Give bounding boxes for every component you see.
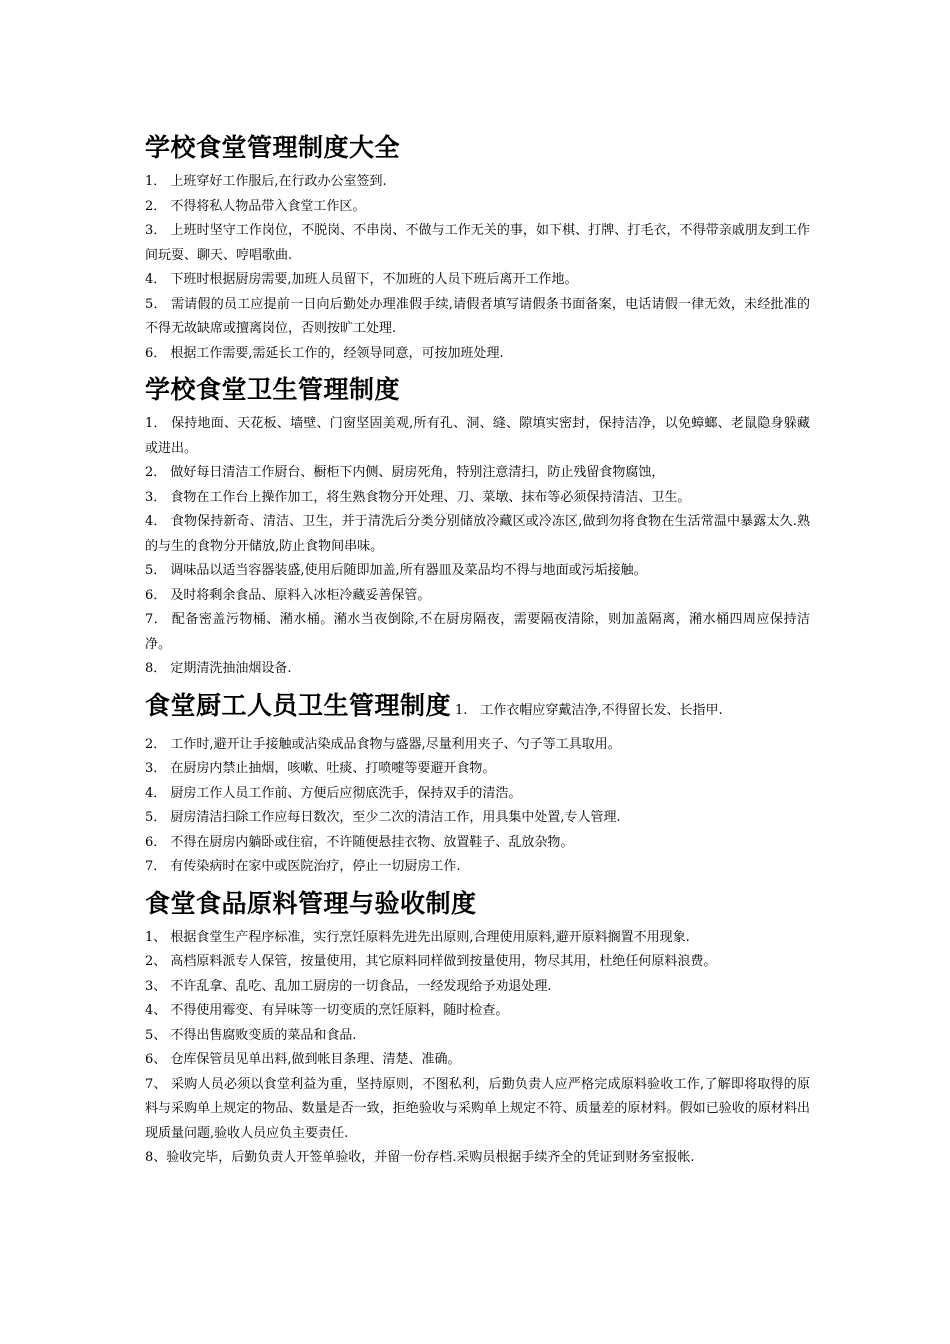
rule-item: 1． 上班穿好工作服后,在行政办公室签到. [145,174,387,189]
rule-item: 2、 高档原料派专人保管，按量使用，其它原料同样做到按量使用，物尽其用，杜绝任何原料浪费。 [145,954,717,969]
section-title: 学校食堂管理制度大全 [145,133,401,162]
rule-item: 5． 厨房清洁扫除工作应每日数次，至少二次的清洁工作，用具集中处置,专人管理. [145,810,621,825]
document-page [145,128,810,1175]
rule-item: 2． 工作时,避开让手接触或沾染成品食物与盛器,尽量利用夹子、勺子等工具取用。 [145,736,621,752]
rule-item-inline: 1. 工作衣帽应穿戴洁净,不得留长发、长指甲. [455,702,723,718]
rule-item: 4、 不得使用霉变、有异味等一切变质的烹饪原料，随时检查。 [145,1003,509,1018]
rule-item: 6． 及时将剩余食品、原料入冰柜冷藏妥善保管。 [145,587,431,603]
rule-item: 1、 根据食堂生产程序标准，实行烹饪原料先进先出原则,合理使用原料,避开原料搁置不用现象. [145,929,690,945]
rule-list [145,170,810,366]
rule-item: 3． 食物在工作台上操作加工，将生熟食物分开处理、刀、菜墩、抹布等必须保持清洁、卫生。 [145,489,691,505]
rule-item: 6． 不得在厨房内躺卧或住宿，不许随便悬挂衣物、放置鞋子、乱放杂物。 [145,834,574,850]
section-title: 学校食堂卫生管理制度 [145,375,401,404]
rule-item: 8． 定期清洗抽油烟设备. [145,661,292,676]
section-title-text: 食堂厨工人员卫生管理制度 [145,690,452,720]
rule-item: 3、 不许乱拿、乱吃、乱加工厨房的一切食品，一经发现给予劝退处理. [145,978,552,994]
section-title [145,686,810,731]
rule-item: 5． 调味品以适当容器装盛,使用后随即加盖,所有器皿及菜品均不得与地面或污垢接触。 [145,563,647,578]
rule-item: 7． 配备密盖污物桶、潲水桶。潲水当夜倒除,不在厨房隔夜，需要隔夜清除，则加盖隔离，潲水桶四周应保持洁净。 [145,612,810,652]
section-hygiene-management [145,370,810,682]
rule-item: 6、 仓库保管员见单出料,做到帐目条理、清楚、准确。 [145,1052,461,1067]
rule-item: 5、 不得出售腐败变质的菜品和食品. [145,1027,357,1043]
rule-item: 2． 做好每日清洁工作厨台、橱柜下内侧、厨房死角，特别注意清扫，防止残留食物腐蚀， [145,465,665,480]
rule-item: 4． 厨房工作人员工作前、方便后应彻底洗手，保持双手的清浩。 [145,785,522,801]
rule-item: 5． 需请假的员工应提前一日向后勤处办理准假手续,请假者填写请假条书面备案，电话请假一律无效，未经批准的不得无故缺席或擅离岗位，否则按旷工处理. [145,296,810,336]
rule-item: 8、验收完毕，后勤负责人开签单验收，并留一份存档.采购员根据手续齐全的凭证到财务室报帐. [145,1150,695,1165]
rule-list [145,412,810,682]
rule-item: 1． 保持地面、天花板、墙壁、门窗坚固美观,所有孔、洞、缝、隙填实密封，保持洁净，以免蟑螂、老鼠隐身躲藏或进出。 [145,416,810,456]
rule-item: 2． 不得将私人物品带入食堂工作区。 [145,198,366,214]
rule-item: 3． 上班时坚守工作岗位，不脱岗、不串岗、不做与工作无关的事，如下棋、打牌、打毛衣，不得带亲戚朋友到工作间玩耍、聊天、哼唱歌曲. [145,223,810,263]
rule-list [145,733,810,880]
section-title: 食堂食品原料管理与验收制度 [145,888,477,918]
rule-item: 6． 根据工作需要,需延长工作的，经领导同意，可按加班处理. [145,345,504,361]
rule-item: 4． 下班时根据厨房需要,加班人员留下，不加班的人员下班后离开工作地。 [145,272,578,287]
rule-list [145,926,810,1171]
rule-item: 4． 食物保持新奇、清洁、卫生，并于清洗后分类分别储放冷藏区或冷冻区,做到勿将食物在生活常温中暴露太久.熟的与生的食物分开储放,防止食物间串味。 [145,514,810,554]
rule-item: 7、 采购人员必须以食堂利益为重，坚持原则，不图私利，后勤负责人应严格完成原料验收工作,了解即将取得的原料与采购单上规定的物品、数量是否一致，拒绝验收与采购单上规定不符、质量差的原材料。假如已验收的原材料出现质量问题,验收人员应负主要责任. [145,1076,810,1141]
rule-item: 3． 在厨房内禁止抽烟，咳嗽、吐痰、打喷嚏等要避开食物。 [145,761,496,776]
section-material-acceptance [145,884,810,1171]
section-staff-management [145,128,810,366]
section-kitchen-staff-hygiene [145,686,810,880]
rule-item: 7． 有传染病时在家中或医院治疗，停止一切厨房工作. [145,859,461,874]
